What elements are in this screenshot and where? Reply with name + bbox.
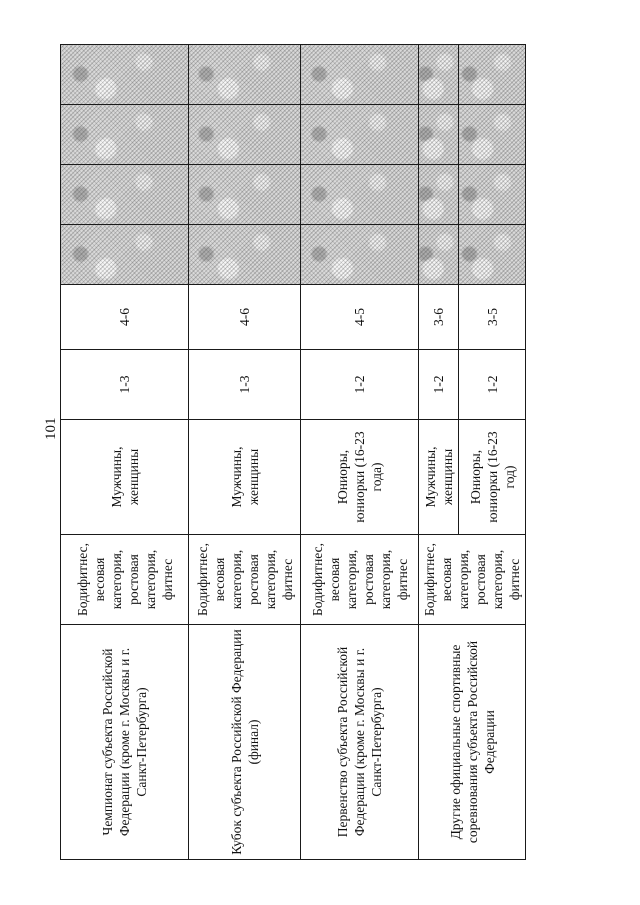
rank-range: 3-6 bbox=[419, 285, 459, 350]
shaded-cell bbox=[419, 165, 459, 225]
shaded-cell bbox=[459, 45, 526, 105]
competition-name: Кубок субъекта Российской Федерации (финал) bbox=[189, 625, 301, 860]
shaded-cell bbox=[459, 165, 526, 225]
shaded-cell bbox=[301, 225, 419, 285]
shaded-cell bbox=[419, 225, 459, 285]
shaded-cell bbox=[301, 45, 419, 105]
shaded-cell bbox=[459, 105, 526, 165]
participant-category: Юниоры, юниорки (16-23 года) bbox=[301, 420, 419, 535]
shaded-cell bbox=[61, 165, 189, 225]
table-row-regional-cup-final bbox=[189, 45, 301, 860]
places-range: 1-2 bbox=[459, 350, 526, 420]
ranks-table bbox=[60, 44, 526, 860]
participant-category: Юниоры, юниорки (16-23 год) bbox=[459, 420, 526, 535]
page-number: 101 bbox=[43, 417, 59, 440]
participant-category: Мужчины, женщины bbox=[419, 420, 459, 535]
competition-name: Чемпионат субъекта Российской Федерации (кроме г. Москвы и г. Санкт-Петербурга) bbox=[61, 625, 189, 860]
sport-discipline: Бодифитнес, весовая категория, ростовая категория, фитнес bbox=[301, 535, 419, 625]
shaded-cell bbox=[189, 105, 301, 165]
shaded-cell bbox=[301, 165, 419, 225]
places-range: 1-3 bbox=[189, 350, 301, 420]
competition-name: Другие официальные спортивные соревнования субъекта Российской Федерации bbox=[419, 625, 526, 860]
shaded-cell bbox=[189, 165, 301, 225]
shaded-cell bbox=[459, 225, 526, 285]
sport-discipline: Бодифитнес, весовая категория, ростовая категория, фитнес bbox=[61, 535, 189, 625]
rank-range: 4-5 bbox=[301, 285, 419, 350]
participant-category: Мужчины, женщины bbox=[61, 420, 189, 535]
places-range: 1-2 bbox=[419, 350, 459, 420]
table-row-regional-championship bbox=[61, 45, 189, 860]
shaded-cell bbox=[189, 225, 301, 285]
shaded-cell bbox=[301, 105, 419, 165]
places-range: 1-3 bbox=[61, 350, 189, 420]
rotated-table-container bbox=[60, 45, 520, 860]
shaded-cell bbox=[189, 45, 301, 105]
shaded-cell bbox=[61, 105, 189, 165]
places-range: 1-2 bbox=[301, 350, 419, 420]
shaded-cell bbox=[419, 45, 459, 105]
rank-range: 3-5 bbox=[459, 285, 526, 350]
shaded-cell bbox=[419, 105, 459, 165]
sport-discipline: Бодифитнес, весовая категория, ростовая категория, фитнес bbox=[189, 535, 301, 625]
rank-range: 4-6 bbox=[189, 285, 301, 350]
participant-category: Мужчины, женщины bbox=[189, 420, 301, 535]
table-row-regional-youth-championship bbox=[301, 45, 419, 860]
competition-name: Первенство субъекта Российской Федерации (кроме г. Москвы и г. Санкт-Петербурга) bbox=[301, 625, 419, 860]
sport-discipline: Бодифитнес, весовая категория, ростовая категория, фитнес bbox=[419, 535, 526, 625]
table-row-other-competitions-adults bbox=[419, 45, 459, 860]
shaded-cell bbox=[61, 225, 189, 285]
rank-range: 4-6 bbox=[61, 285, 189, 350]
shaded-cell bbox=[61, 45, 189, 105]
